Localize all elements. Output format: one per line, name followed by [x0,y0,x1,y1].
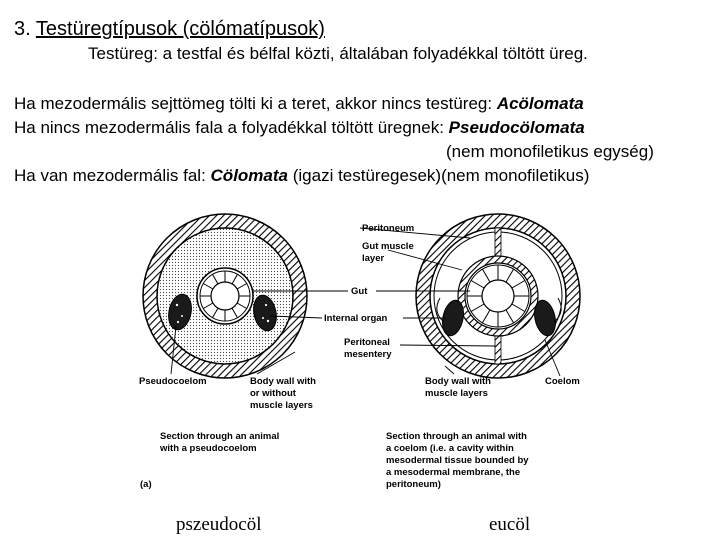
label-bodywall-right-2: muscle layers [425,388,488,399]
label-internal-organ: Internal organ [324,313,388,324]
coelomate-text: Ha van mezodermális fal: [14,166,211,185]
label-peritoneum: Peritoneum [362,223,415,234]
caption-pseudocoel: pszeudocöl [176,514,262,535]
label-pseudocoelom: Pseudocoelom [139,376,207,387]
label-peritoneal-2: mesentery [344,349,392,360]
section-left-2: with a pseudocoelom [160,443,257,454]
label-bodywall-right-1: Body wall with [425,376,491,387]
title-text: Testüregtípusok (cölómatípusok) [35,18,325,40]
coelomate-term: Cölomata [210,166,288,185]
right-gut [467,265,529,327]
label-gut-muscle-2: layer [362,253,385,264]
coelom-section [416,214,580,378]
label-bodywall-left-3: muscle layers [250,400,313,411]
label-bodywall-left-1: Body wall with [250,376,316,387]
label-bodywall-left-2: or without [250,388,296,399]
panel-label: (a) [140,479,152,490]
coelomate-suffix: (igazi testüregesek)(nem monofiletikus) [288,166,590,185]
mesentery-bottom [495,334,501,364]
pseudocoelomate-note: (nem monofiletikus egység) [446,142,654,161]
section-right-5: peritoneum) [386,479,441,490]
mesentery-top [495,228,501,258]
acoelomate-text: Ha mezodermális sejttömeg tölti ki a teret, akkor nincs testüreg: [14,94,497,113]
label-peritoneal-1: Peritoneal [344,337,390,348]
section-right-1: Section through an animal with [386,431,527,442]
label-gut-muscle-1: Gut muscle [362,241,414,252]
body-cavity-definition: Testüreg: a testfal és bélfal közti, általában folyadékkal töltött üreg. [88,44,588,63]
label-coelom: Coelom [545,376,580,387]
left-gut [197,268,253,324]
section-right-4: a mesodermal membrane, the [386,467,521,478]
section-left-1: Section through an animal [160,431,280,442]
section-right-3: mesodermal tissue bounded by [386,455,529,466]
pseudocoelomate-term: Pseudocölomata [448,118,585,137]
section-right-2: a coelom (i.e. a cavity within [386,443,514,454]
label-gut: Gut [351,286,368,297]
pseudocoelom-section [143,214,307,378]
caption-eucoel: eucöl [489,514,531,535]
pseudocoelomate-text: Ha nincs mezodermális fala a folyadékkal töltött üregnek: [14,118,449,137]
title-number: 3. [14,18,31,40]
acoelomate-term: Acölomata [496,94,584,113]
